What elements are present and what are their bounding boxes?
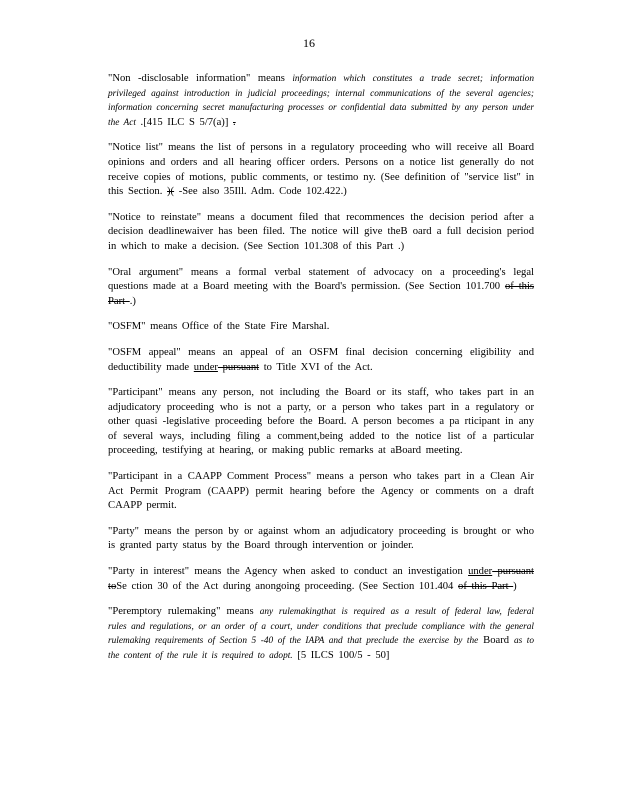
struck-text: pursuant (217, 361, 260, 373)
struck-text: )( (167, 186, 175, 198)
definition-notice-list: "Notice list" means the list of persons in a regulatory proceeding who will receive all Board opinions and orders and all hearing officer orders. Persons on a notice list generally do not receive copies of motions, public comments, or testimo ny. (See definition of "service list" in this Section. )( -See also 35Ill. Adm. Code 102.422.) (108, 142, 534, 198)
definition-non-disclosable-information: "Non -disclosable information" means information which constitutes a trade secret; information privileged against introduction in judicial proceedings; internal communications of the several agencies; information concerning secret manufacturing processes or confidential data submitted by any person under the Act .[415 ILC S 5/7(a)] . (108, 73, 534, 128)
definition-party-in-interest: "Party in interest" means the Agency when asked to conduct an investigation under pursuant toSe ction 30 of the Act during anongoing proceeding. (See Section 101.404 of this Part ) (108, 566, 534, 592)
underlined-text: under (468, 566, 493, 578)
document-body (108, 72, 534, 675)
struck-text: of this Part (108, 281, 535, 307)
definition-party: "Party" means the person by or against whom an adjudicatory proceeding is brought or who is granted party status by the Board through intervention or joinder. (108, 525, 534, 552)
underlined-text: under (193, 361, 218, 373)
term: "Non -disclosable information" (108, 73, 251, 84)
page-number: 16 (303, 36, 315, 50)
struck-text: pursuant to (108, 566, 534, 592)
definition-participant-caapp: "Participant in a CAAPP Comment Process" means a person who takes part in a Clean Air Act Permit Program (CAAPP) permit hearing before the Agency or comments on a draft CAAPP permit. (108, 471, 534, 512)
citation: .[415 ILC S 5/7(a)] (135, 116, 233, 128)
statutory-text: information which constitutes a trade secret; information privileged against introduction in judicial proceedings; internal communications of the several agencies; information concerning secret manufacturing processes or confidential data submitted by any person under the Act (108, 74, 534, 128)
citation: [5 ILCS 100/5 - 50] (292, 650, 390, 661)
statutory-text: any rulemakingthat is required as a result of federal law, federal rules and regulations, or an order of a court, under conditions that preclude compliance with the general rulemaking requirements of Section 5 -40 of the IAPA and that preclude the exercise by the (108, 607, 534, 647)
definition-oral-argument: "Oral argument" means a formal verbal statement of advocacy on a proceeding's legal questions made at a Board meeting with the Board's permission. (See Section 101.700 of this Part .) (108, 266, 535, 307)
definition-peremptory-rulemaking: "Peremptory rulemaking" means any rulemakingthat is required as a result of federal law, federal rules and regulations, or an order of a court, under conditions that preclude compliance with the general rulemaking requirements of Section 5 -40 of the IAPA and that preclude the exercise by the Board as to the content of the rule it is required to adopt. [5 ILCS 100/5 - 50] (108, 606, 534, 661)
term: "Peremptory rulemaking" (108, 606, 221, 618)
definition-osfm: "OSFM" means Office of the State Fire Marshal. (108, 321, 330, 333)
struck-text: . (233, 116, 236, 128)
definition-participant: "Participant" means any person, not including the Board or its staff, who takes part in an adjudicatory proceeding who is not a party, or a person who takes part in a regulatory or other quasi -legislative proceeding before the Board. A person becomes a pa rticipant in any of several ways, including filing a comment,being added to the notice list of a particular proceeding, testifying at hearing, or making public remarks at aBoard meeting. (108, 387, 534, 457)
statutory-text: as to the content of the rule it is required to adopt. (108, 636, 534, 661)
definition-osfm-appeal: "OSFM appeal" means an appeal of an OSFM final decision concerning eligibility and deductibility made under pursuant to Title XVI of the Act. (108, 346, 534, 373)
struck-text: of this Part (458, 580, 514, 592)
definition-notice-to-reinstate: "Notice to reinstate" means a document filed that recommences the decision period after a decision deadlinewaiver has been filed. The notice will give theB oard a full decision period in which to make a decision. (See Section 101.308 of this Part .) (108, 211, 534, 252)
